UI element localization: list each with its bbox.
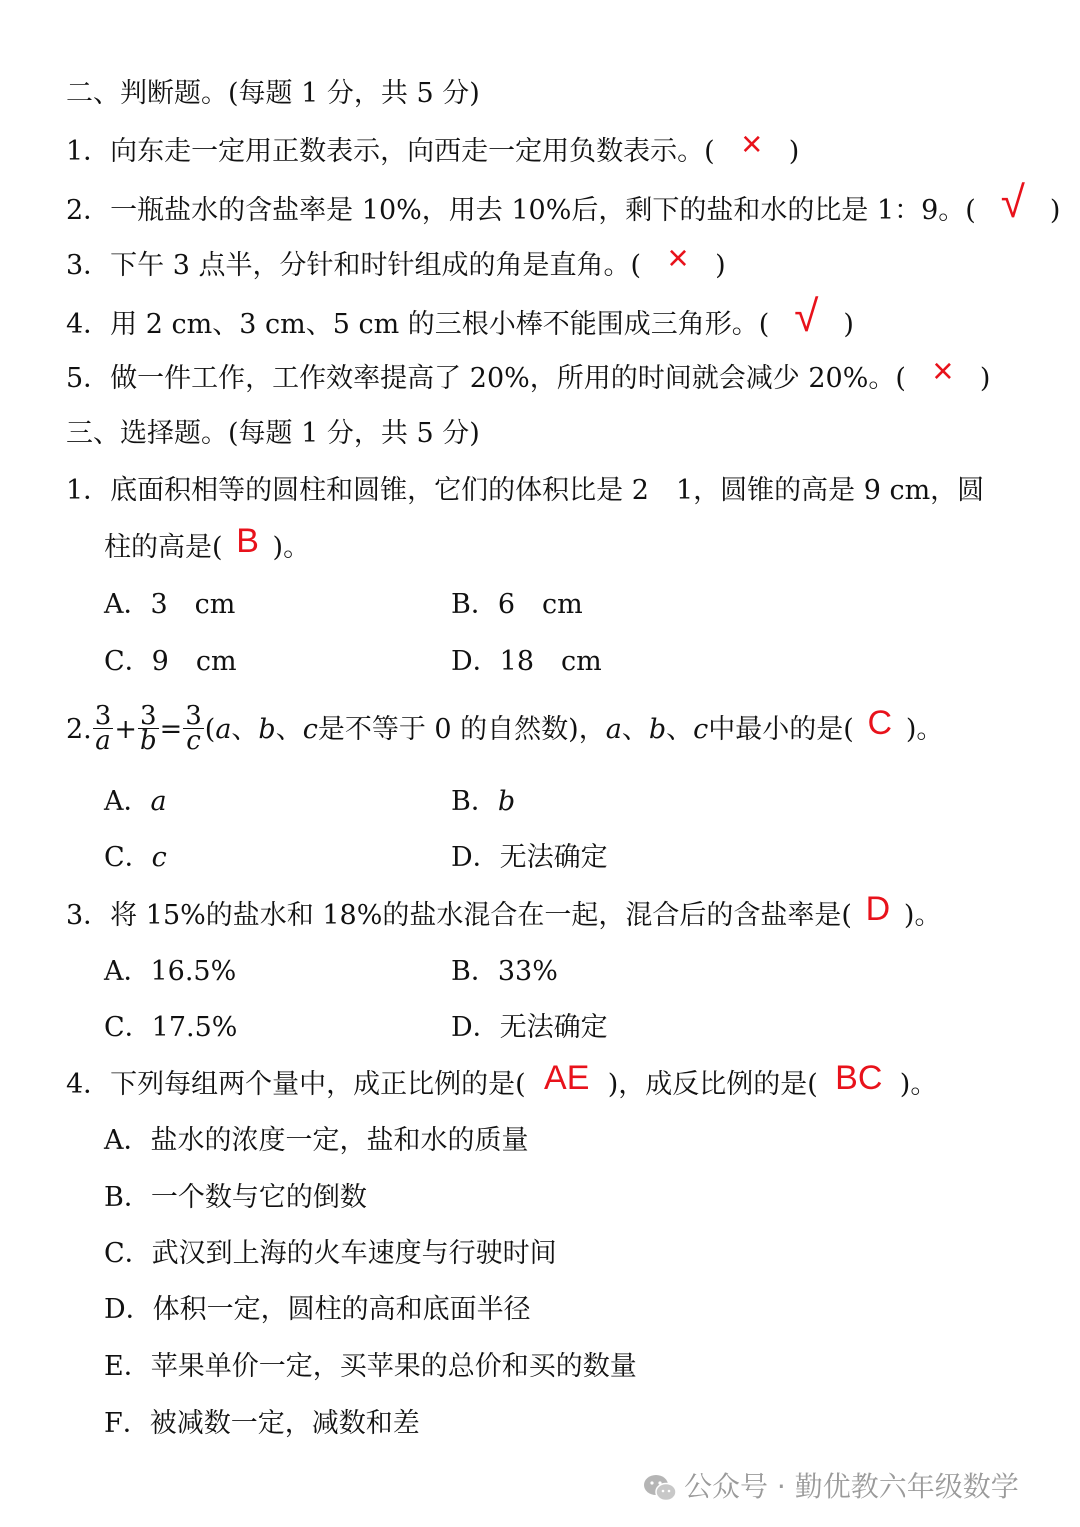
variable-a: a xyxy=(215,714,232,745)
plus-sign: + xyxy=(114,714,137,745)
variable-c: c xyxy=(693,714,709,745)
q2-ask: 中最小的是( xyxy=(708,714,854,745)
q4-answer-direct: AE xyxy=(544,1059,590,1097)
option-value: b xyxy=(497,786,516,817)
q3-option-c: C．17.5% xyxy=(104,1012,238,1043)
answer-mark-cross: × xyxy=(667,237,689,278)
q2-condition: 是不等于 0 的自然数)， xyxy=(317,714,606,745)
q4-text-middle: )，成反比例的是( xyxy=(607,1069,818,1100)
fraction-3-over-b xyxy=(138,701,159,756)
q1-option-c: C．9 cm xyxy=(104,646,237,677)
q3-answer: D xyxy=(865,890,891,928)
close-paren: ) xyxy=(843,309,854,340)
q1-text-before: 柱的高是( xyxy=(104,532,223,563)
q4-option-c: C．武汉到上海的火车速度与行驶时间 xyxy=(104,1238,557,1269)
judge-item-text: 1．向东走一定用正数表示，向西走一定用负数表示。( xyxy=(66,136,715,167)
q4-answer-inverse: BC xyxy=(835,1059,883,1097)
judge-item-3 xyxy=(66,237,726,286)
q4-option-b: B．一个数与它的倒数 xyxy=(104,1182,367,1213)
fraction-numerator: 3 xyxy=(138,704,159,729)
paren-open: ( xyxy=(204,714,216,745)
q3-text-after: )。 xyxy=(903,900,942,931)
q1-option-a: A．3 cm xyxy=(104,589,236,620)
fraction-3-over-c xyxy=(183,701,204,756)
option-label: B． xyxy=(451,786,498,817)
judge-item-4 xyxy=(66,292,854,345)
option-value: c xyxy=(151,842,167,873)
q2-text xyxy=(66,701,944,756)
q4-text xyxy=(66,1059,938,1105)
judge-heading: 二、判断题。(每题 1 分，共 5 分) xyxy=(66,78,480,109)
watermark xyxy=(642,1465,1052,1509)
q1-text-after: )。 xyxy=(272,532,311,563)
q1-text-line1: 1．底面积相等的圆柱和圆锥，它们的体积比是 2 1，圆锥的高是 9 cm，圆 xyxy=(66,475,985,506)
answer-mark-cross: × xyxy=(741,123,763,164)
option-label: A． xyxy=(104,786,151,817)
close-paren: ) xyxy=(788,136,800,167)
judge-item-text: 3．下午 3 点半，分针和时针组成的角是直角。( xyxy=(66,250,642,281)
fraction-denominator: a xyxy=(95,726,111,756)
q3-text-before: 3．将 15%的盐水和 18%的盐水混合在一起，混合后的含盐率是( xyxy=(66,900,852,931)
equals-sign: = xyxy=(159,714,183,745)
q2-answer: C xyxy=(867,704,893,742)
close-paren: ) xyxy=(979,363,991,394)
fraction-3-over-a xyxy=(93,701,114,756)
judge-item-1 xyxy=(66,123,800,172)
answer-mark-check: √ xyxy=(794,292,819,341)
q1-answer: B xyxy=(236,522,259,560)
variable-b: b xyxy=(258,714,276,745)
judge-item-2 xyxy=(66,178,1061,231)
fraction-numerator: 3 xyxy=(94,701,112,731)
wechat-icon xyxy=(642,1473,678,1503)
separator: 、 xyxy=(621,714,649,745)
fraction-numerator: 3 xyxy=(185,701,202,731)
variable-a: a xyxy=(605,714,622,745)
q4-option-f: F．被减数一定，减数和差 xyxy=(104,1408,420,1439)
judge-item-5 xyxy=(66,350,991,399)
judge-item-text: 2．一瓶盐水的含盐率是 10%，用去 10%后，剩下的盐和水的比是 1：9。( xyxy=(66,195,976,226)
q4-text-before: 4．下列每组两个量中，成正比例的是( xyxy=(66,1069,526,1100)
q3-text xyxy=(66,890,942,936)
variable-b: b xyxy=(648,714,667,745)
watermark-text: 公众号 · 勤优教六年级数学 xyxy=(684,1470,1019,1503)
option-label: C． xyxy=(104,842,152,873)
answer-mark-check: √ xyxy=(1000,178,1025,227)
close-paren: ) xyxy=(1049,195,1061,226)
q4-option-d: D．体积一定，圆柱的高和底面半径 xyxy=(104,1294,531,1325)
separator: 、 xyxy=(666,714,694,745)
q2-option-d: D．无法确定 xyxy=(451,842,608,873)
answer-mark-cross: × xyxy=(932,350,954,391)
q2-text-after: )。 xyxy=(905,714,944,745)
fraction-denominator: c xyxy=(186,726,201,756)
separator: 、 xyxy=(275,714,303,745)
q4-option-a: A．盐水的浓度一定，盐和水的质量 xyxy=(104,1125,529,1156)
judge-item-text: 5．做一件工作，工作效率提高了 20%，所用的时间就会减少 20%。( xyxy=(66,363,906,394)
q2-option-a xyxy=(104,782,167,822)
q2-option-c xyxy=(104,838,167,878)
variable-c: c xyxy=(302,714,318,745)
q2-option-b xyxy=(451,782,515,822)
judge-item-text: 4．用 2 cm、3 cm、5 cm 的三根小棒不能围成三角形。( xyxy=(66,309,770,340)
q3-option-b: B．33% xyxy=(451,956,558,987)
q1-option-d: D．18 cm xyxy=(451,646,602,677)
separator: 、 xyxy=(231,714,259,745)
q2-number: 2. xyxy=(66,714,92,745)
close-paren: ) xyxy=(715,250,726,281)
q1-option-b: B．6 cm xyxy=(451,589,583,620)
q3-option-d: D．无法确定 xyxy=(451,1012,608,1043)
fraction-denominator: b xyxy=(139,726,157,756)
q3-option-a: A．16.5% xyxy=(104,956,237,987)
q4-option-e: E．苹果单价一定，买苹果的总价和买的数量 xyxy=(104,1351,637,1382)
option-value: a xyxy=(150,786,167,817)
q1-text-line2 xyxy=(104,522,311,568)
choice-heading: 三、选择题。(每题 1 分，共 5 分) xyxy=(66,418,480,449)
q4-text-after: )。 xyxy=(899,1069,938,1100)
